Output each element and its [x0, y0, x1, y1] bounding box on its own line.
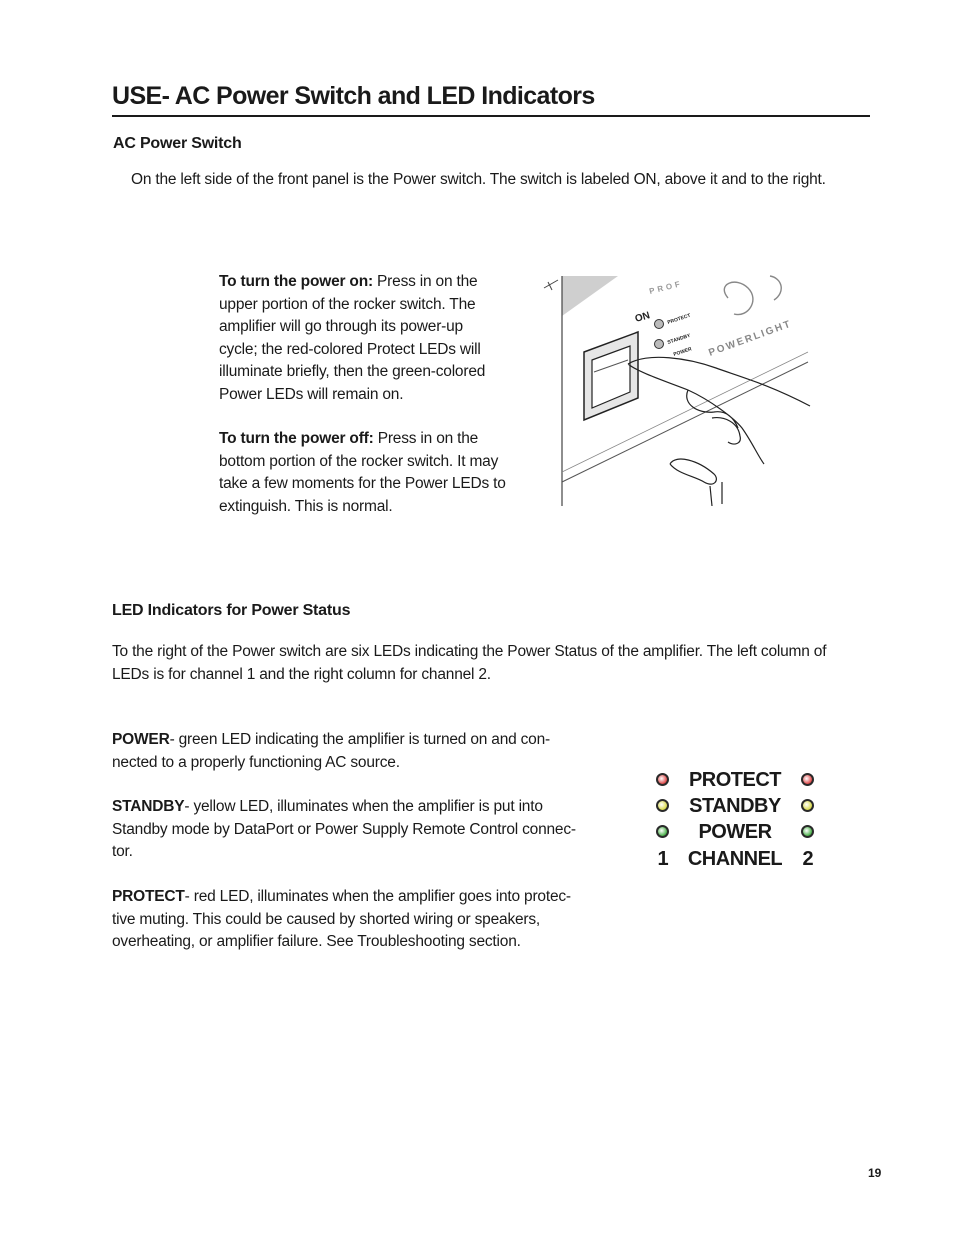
page-title: USE- AC Power Switch and LED Indicators — [112, 82, 870, 117]
power-description — [112, 729, 582, 774]
hand-pointing-drawing — [628, 357, 810, 506]
power-switch-illustration — [538, 268, 814, 510]
power-on-text: Power LEDs will remain on. — [219, 385, 404, 403]
illus-protect-led — [655, 320, 664, 329]
illus-standby-label: STANDBY — [666, 332, 692, 346]
protect-text: - red LED, illuminates when the amplifier goes into protec- — [184, 888, 571, 905]
protect-description — [112, 886, 582, 954]
brand-label: POWERLIGHT — [707, 318, 794, 359]
power-on-text: Press in on the — [372, 273, 478, 290]
power-on-paragraph — [219, 271, 529, 407]
power-on-text: amplifier will go through its power-up — [219, 318, 463, 336]
protect-text: overheating, or amplifier failure. See Troubleshooting section. — [112, 933, 521, 951]
standby-term: STANDBY — [112, 798, 185, 815]
led-row-power — [648, 819, 828, 845]
standby-text: tor. — [112, 843, 133, 861]
power-text: - green LED indicating the amplifier is turned on and con- — [169, 731, 550, 748]
prof-label: PROF — [648, 278, 684, 296]
channel-label: CHANNEL — [687, 848, 783, 870]
led-row-protect — [648, 767, 828, 793]
protect-label: PROTECT — [688, 769, 782, 791]
protect-led-ch1 — [656, 773, 669, 786]
protect-text: tive muting. This could be caused by shorted wiring or speakers, — [112, 910, 541, 928]
power-off-text: bottom portion of the rocker switch. It may — [219, 452, 499, 470]
power-term: POWER — [112, 731, 170, 748]
illus-standby-led — [655, 340, 664, 349]
on-label: ON — [633, 310, 652, 325]
protect-led-ch2 — [801, 773, 814, 786]
brand-logo — [724, 276, 781, 315]
illus-power-label: POWER — [672, 346, 693, 358]
power-off-label: To turn the power off: — [219, 430, 374, 447]
led-section-heading: LED Indicators for Power Status — [112, 602, 351, 619]
power-label: POWER — [698, 821, 772, 843]
protect-term: PROTECT — [112, 888, 185, 905]
power-on-text: cycle; the red-colored Protect LEDs will — [219, 340, 481, 358]
led-row-standby — [648, 793, 828, 819]
standby-text: Standby mode by DataPort or Power Supply Remote Control connec- — [112, 820, 576, 838]
power-on-text: illuminate briefly, then the green-colored — [219, 363, 486, 381]
channel-2-number: 2 — [802, 848, 814, 870]
power-off-text: Press in on the — [373, 430, 479, 447]
standby-label: STANDBY — [689, 795, 781, 817]
power-off-text: take a few moments for the Power LEDs to — [219, 475, 506, 493]
power-off-text: extinguish. This is normal. — [219, 497, 393, 515]
led-intro-line: LEDs is for channel 1 and the right column for channel 2. — [112, 665, 491, 683]
ac-switch-heading: AC Power Switch — [113, 135, 242, 152]
page-number: 19 — [868, 1166, 882, 1180]
power-text: nected to a properly functioning AC source. — [112, 753, 400, 771]
illus-protect-label: PROTECT — [666, 312, 692, 326]
top-corner-mark — [544, 280, 558, 290]
power-led-ch1 — [656, 825, 669, 838]
standby-text: - yellow LED, illuminates when the amplifier is put into — [184, 798, 543, 815]
ac-switch-intro: On the left side of the front panel is the Power switch. The switch is labeled ON, above it and to the right. — [131, 171, 826, 188]
power-on-label: To turn the power on: — [219, 273, 373, 290]
led-intro-line: To the right of the Power switch are six LEDs indicating the Power Status of the amplifier. The left column of — [112, 643, 827, 660]
standby-led-ch1 — [656, 799, 669, 812]
standby-led-ch2 — [801, 799, 814, 812]
standby-description — [112, 796, 582, 864]
led-row-channel — [648, 846, 828, 872]
channel-1-number: 1 — [657, 848, 669, 870]
power-led-ch2 — [801, 825, 814, 838]
front-panel-shade — [562, 276, 618, 316]
power-on-text: upper portion of the rocker switch. The — [219, 295, 476, 313]
led-section-intro — [112, 641, 852, 686]
led-indicator-panel — [648, 765, 828, 877]
power-off-paragraph — [219, 428, 529, 518]
